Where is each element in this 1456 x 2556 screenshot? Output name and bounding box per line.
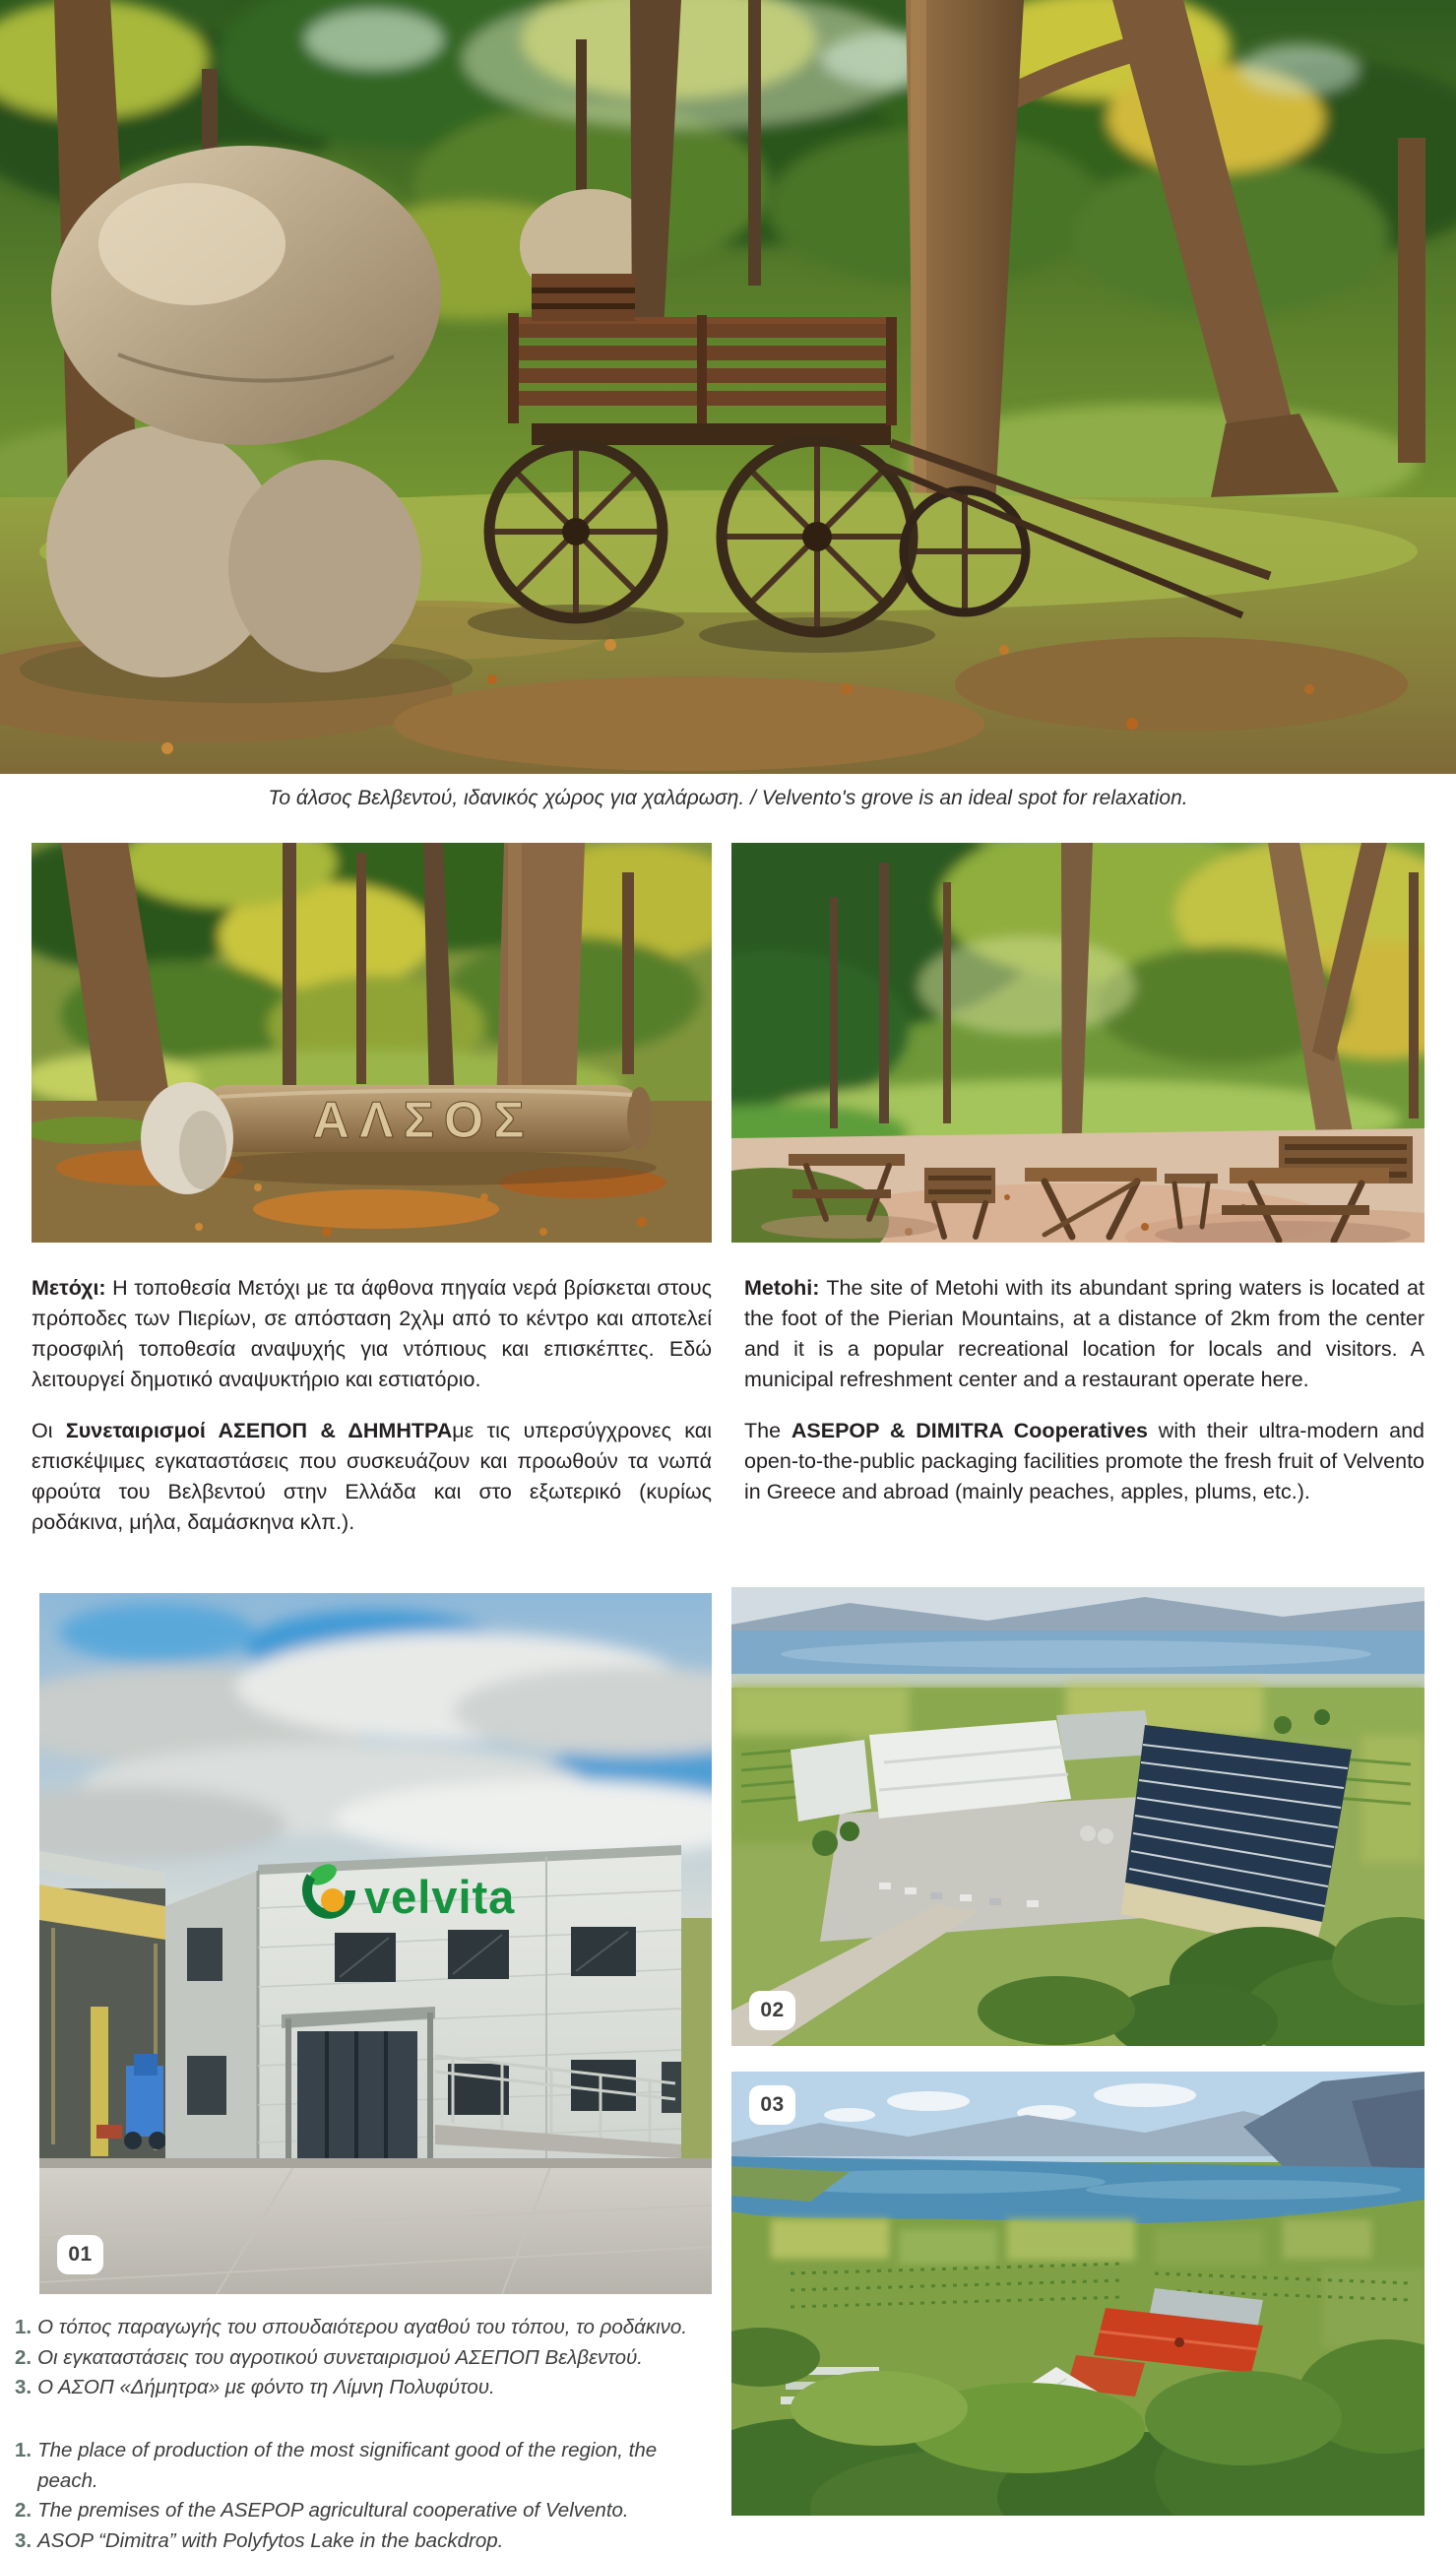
caption-number: 1.	[15, 2313, 32, 2343]
velvita-logo-text: velvita	[364, 1871, 515, 1923]
english-text-coop: with their ultra-modern and open-to-the-public packaging facilities promote the fresh fruit of Velvento in Greece and abroad (mainly peaches, apples, plums, etc.).	[744, 1419, 1424, 1503]
greek-text-metohi: Η τοποθεσία Μετόχι με τα άφθονα πηγαία νερά βρίσκεται στους πρόποδες των Πιερίων, σε απόσταση 2χλμ από το κέντρο και αποτελεί προσφιλή τοποθεσία αναψυχής για ντόπιους και επισκέπτες. Εδώ λειτουργεί δημοτικό αναψυκτήριο και εστιατόριο.	[32, 1276, 712, 1391]
caption-number: 3.	[15, 2373, 32, 2403]
caption-number: 2.	[15, 2343, 32, 2374]
caption-text: Οι εγκαταστάσεις του αγροτικού συνεταιρισμού ΑΣΕΠΟΠ Βελβεντού.	[37, 2343, 643, 2374]
alsos-log-sign	[141, 1082, 657, 1194]
side-warehouse	[39, 1851, 166, 2164]
greek-text-coop: με τις υπερσύγχρονες και επισκέψιμες εγκαταστάσεις που συσκευάζουν και προωθούν τα νωπά φρούτα του Βελβεντού στην Ελλάδα και στο εξωτερικό (κυρίως ροδάκινα, μήλα, δαμάσκηνα κλπ.).	[32, 1419, 712, 1534]
english-paragraph-cooperatives	[744, 1416, 1424, 1507]
caption-text: Ο ΑΣΟΠ «Δήμητρα» με φόντο τη Λίμνη Πολυφύτου.	[37, 2373, 495, 2403]
caption-english-3	[15, 2526, 714, 2556]
captions-greek	[15, 2313, 714, 2403]
dimitra-aerial-illustration	[731, 2072, 1424, 2516]
hero-photo-illustration	[0, 0, 1456, 774]
velvita-building-photo	[39, 1593, 712, 2294]
english-paragraph-metohi	[744, 1273, 1424, 1395]
caption-english-2	[15, 2496, 714, 2526]
greek-paragraph-cooperatives	[32, 1416, 712, 1538]
photo-badge-01: 01	[57, 2235, 103, 2274]
alsos-sign-text: ΑΛΣΟΣ	[312, 1092, 534, 1149]
picnic-area-photo	[731, 843, 1424, 1243]
concrete-yard	[39, 2162, 712, 2294]
velvita-building	[165, 1845, 681, 2186]
hero-photo-grove-wagon	[0, 0, 1456, 774]
article-greek-column	[32, 1273, 712, 1559]
photo-badge-02: 02	[749, 1991, 795, 2030]
velvita-building-illustration	[39, 1593, 712, 2294]
grove-sign-illustration	[32, 843, 712, 1243]
greek-pre-coop: Οι	[32, 1419, 66, 1442]
caption-number: 1.	[15, 2436, 32, 2466]
curb-shadow	[39, 2158, 712, 2168]
caption-english-1	[15, 2436, 714, 2496]
english-lead-metohi: Metohi:	[744, 1276, 819, 1300]
caption-text: The place of production of the most significant good of the region, the peach.	[37, 2436, 714, 2496]
english-pre-coop: The	[744, 1419, 791, 1442]
caption-text: The premises of the ASEPOP agricultural cooperative of Velvento.	[37, 2496, 629, 2526]
greek-lead-coop: Συνεταιρισμοί ΑΣΕΠΟΠ & ΔΗΜΗΤΡΑ	[66, 1419, 452, 1442]
caption-greek-2	[15, 2343, 714, 2374]
caption-greek-3	[15, 2373, 714, 2403]
picnic-area-illustration	[731, 843, 1424, 1243]
captions-english	[15, 2436, 714, 2556]
entrance	[282, 2007, 458, 2171]
caption-number: 2.	[15, 2496, 32, 2526]
asepop-aerial-photo	[731, 1587, 1424, 2046]
article-english-column	[744, 1273, 1424, 1528]
greek-paragraph-metohi	[32, 1273, 712, 1395]
caption-greek-1	[15, 2313, 714, 2343]
asepop-aerial-illustration	[731, 1587, 1424, 2046]
packing-facility	[791, 1710, 1352, 1953]
hero-caption: Το άλσος Βελβεντού, ιδανικός χώρος για χαλάρωση. / Velvento's grove is an ideal spot for relaxation.	[0, 787, 1456, 810]
caption-number: 3.	[15, 2526, 32, 2556]
caption-text: ASOP “Dimitra” with Polyfytos Lake in the backdrop.	[37, 2526, 503, 2556]
caption-text: Ο τόπος παραγωγής του σπουδαιότερου αγαθού του τόπου, το ροδάκινο.	[37, 2313, 687, 2343]
english-lead-coop: ASEPOP & DIMITRA Cooperatives	[791, 1419, 1148, 1442]
grove-sign-photo	[32, 843, 712, 1243]
dimitra-aerial-photo	[731, 2072, 1424, 2516]
blue-forklift	[126, 2066, 163, 2137]
photo-badge-03: 03	[749, 2085, 795, 2125]
greek-lead-metohi: Μετόχι:	[32, 1276, 106, 1300]
english-text-metohi: The site of Metohi with its abundant spring waters is located at the foot of the Pierian Mountains, at a distance of 2km from the center and it is a popular recreational location for locals and visitors. A municipal refreshment center and a restaurant operate here.	[744, 1276, 1424, 1391]
